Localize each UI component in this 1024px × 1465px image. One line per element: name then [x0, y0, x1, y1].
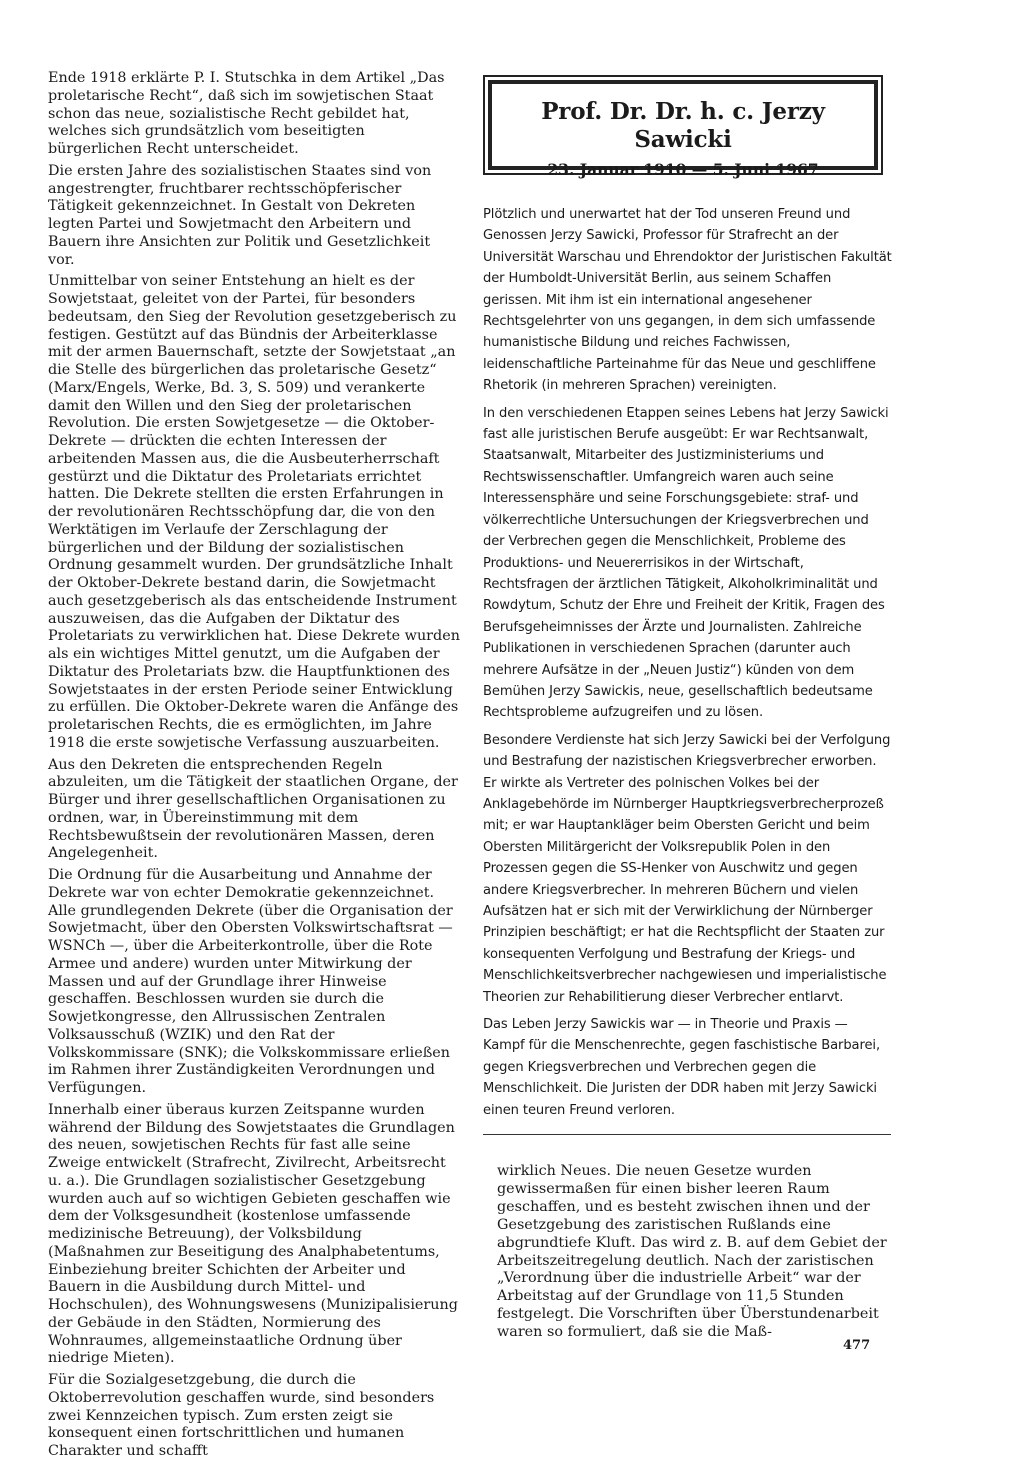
- obituary-header-frame: [488, 80, 878, 179]
- article-paragraph: Ende 1918 erklärte P. I. Stutschka in dem Artikel „Das proletarische Recht“, daß sich im sowjetischen Staat schon das neue, sozialistische Recht gebildet hat, welches sich grundsätzlich vom beseitigten bürgerlichen Recht unterscheidet.: [48, 70, 445, 157]
- obituary-title: Prof. Dr. Dr. h. c. Jerzy Sawicki: [541, 98, 825, 153]
- obituary-body: [483, 204, 893, 1127]
- obituary-paragraph: Das Leben Jerzy Sawickis war — in Theorie und Praxis — Kampf für die Menschenrechte, gegen faschistische Barbarei, gegen Kriegsverbrechen und Verbrechen gegen die Menschlichkeit. Die Juristen der DDR haben mit Jerzy Sawicki einen teuren Freund verloren.: [483, 1017, 881, 1118]
- article-left-column: [48, 70, 460, 1465]
- continuation-paragraph: wirklich Neues. Die neuen Gesetze wurden gewissermaßen für einen bisher leeren Raum geschaffen, und es besteht zwischen ihnen und der Gesetzgebung des zaristischen Rußlands eine abgrundtiefe Kluft. Das wird z. B. auf dem Gebiet der Arbeitszeitregelung deutlich. Nach der zaristischen „Verordnung über die industrielle Arbeit“ war der Arbeitstag auf der Grundlage von 11,5 Stunden festgelegt. Die Vorschriften über Überstundenarbeit waren so formuliert, daß sie die Maß-: [497, 1163, 887, 1341]
- article-paragraph: Die ersten Jahre des sozialistischen Staates sind von angestrengter, fruchtbarer rechtsschöpferischer Tätigkeit gekennzeichnet. In Gestalt von Dekreten legten Partei und Sowjetmacht den Arbeitern und Bauern ihre Ansichten zur Politik und Gesetzlichkeit vor.: [48, 162, 432, 268]
- obituary-paragraph: Besondere Verdienste hat sich Jerzy Sawicki bei der Verfolgung und Bestrafung der nazistischen Kriegsverbrecher erworben. Er wirkte als Vertreter des polnischen Volkes bei der Anklagebehörde im Nürnberger Hauptkriegsverbrecherprozeß mit; er war Hauptankläger beim Obersten Gericht und beim Obersten Militärgericht der Volksrepublik Polen in den Prozessen gegen die SS-Henker von Auschwitz und gegen andere Kriegsverbrecher. In mehreren Büchern und vielen Aufsätzen hat er sich mit der Verwirklichung der Nürnberger Prinzipien beschäftigt; er hat die Rechtspflicht der Staaten zur konsequenten Verfolgung und Bestrafung der Kriegs- und Menschlichkeitsverbrecher nachgewiesen und imperialistische Theorien zur Rehabilitierung dieser Verbrecher entlarvt.: [483, 732, 891, 1005]
- article-paragraph: Die Ordnung für die Ausarbeitung und Annahme der Dekrete war von echter Demokratie gekennzeichnet. Alle grundlegenden Dekrete (über die Organisation der Sowjetmacht, über den Obersten Volkswirtschaftsrat — WSNCh —, über die Arbeiterkontrolle, über die Rote Armee und andere) wurden unter Mitwirkung der Massen und auf der Grundlage ihrer Hinweise geschaffen. Beschlossen wurden sie durch die Sowjetkongresse, den Allrussischen Zentralen Volksausschuß (WZIK) und den Rat der Volkskommissare (SNK); die Volkskommissare erließen im Rahmen ihrer Zuständigkeiten Verordnungen und Verfügungen.: [48, 867, 453, 1096]
- obituary-paragraph: Plötzlich und unerwartet hat der Tod unseren Freund und Genossen Jerzy Sawicki, Professor für Strafrecht an der Universität Warschau und Ehrendoktor der Juristischen Fakultät der Humboldt-Universität Berlin, aus seinem Schaffen gerissen. Mit ihm ist ein international angesehener Rechtsgelehrter von uns gegangen, in dem sich umfassende humanistische Bildung und reiches Fachwissen, leidenschaftliche Parteinahme für das Neue und geschliffene Rhetorik (in mehreren Sprachen) vereinigten.: [483, 207, 892, 394]
- obituary-dates: 23. Januar 1910 — 5. Juni 1967: [547, 160, 819, 179]
- article-continuation: [497, 1163, 891, 1342]
- article-paragraph: Innerhalb einer überaus kurzen Zeitspanne wurden während der Bildung des Sowjetstaates die Grundlagen des neuen, sowjetischen Rechts für fast alle seine Zweige entwickelt (Strafrecht, Zivilrecht, Arbeitsrecht u. a.). Die Grundlagen sozialistischer Gesetzgebung wurden auch auf so wichtigen Gebieten geschaffen wie dem der Volksgesundheit (kostenlose umfassende medizinische Betreuung), der Volksbildung (Maßnahmen zur Beseitigung des Analphabetentums, Einbeziehung breiter Schichten der Arbeiter und Bauern in die Ausbildung durch Mittel- und Hochschulen), des Wohnungswesens (Munizipalisierung der Gebäude in den Städten, Normierung des Wohnraumes, allgemeinstaatliche Ordnung über niedrige Mieten).: [48, 1101, 458, 1367]
- article-paragraph: Unmittelbar von seiner Entstehung an hielt es der Sowjetstaat, geleitet von der Partei, für besonders bedeutsam, den Sieg der Revolution gesetzgeberisch zu festigen. Gestützt auf das Bündnis der Arbeiterklasse mit der armen Bauernschaft, setzte der Sowjetstaat „an die Stelle des bürgerlichen das proletarische Gesetz“ (Marx/Engels, Werke, Bd. 3, S. 509) und verankerte damit den Willen und den Sieg der proletarischen Revolution. Die ersten Sowjetgesetze — die Oktober-Dekrete — drückten die echten Interessen der arbeitenden Massen aus, die die Ausbeuterherrschaft gestürzt und die Diktatur des Proletariats errichtet hatten. Die Dekrete stellten die ersten Erfahrungen in der revolutionären Rechtsschöpfung dar, die von den Werktätigen im Verlaufe der Zerschlagung der bürgerlichen und der Bildung der sozialistischen Ordnung gesammelt wurden. Der grundsätzliche Inhalt der Oktober-Dekrete bestand darin, die Sowjetmacht auch gesetzgeberisch als das entscheidende Instrument auszuweisen, das die Aufgaben der Diktatur des Proletariats zu verwirklichen hat. Diese Dekrete wurden als ein wichtiges Mittel genutzt, um die Aufgaben der Diktatur des Proletariats bzw. die Hauptfunktionen des Sowjetstaates in der ersten Periode seiner Entwicklung zu erfüllen. Die Oktober-Dekrete waren die Anfänge des proletarischen Rechts, die es ermöglichten, im Jahre 1918 die erste sowjetische Verfassung auszuarbeiten.: [48, 273, 460, 751]
- page-number: 477: [843, 1338, 871, 1353]
- obituary-paragraph: In den verschiedenen Etappen seines Lebens hat Jerzy Sawicki fast alle juristischen Berufe ausgeübt: Er war Rechtsanwalt, Staatsanwalt, Mitarbeiter des Justizministeriums und Rechtswissenschaftler. Umfangreich waren auch seine Interessensphäre und seine Forschungsgebiete: straf- und völkerrechtliche Untersuchungen der Kriegsverbrechen und der Verbrechen gegen die Menschlichkeit, Probleme des Produktions- und Neuererrisikos in der Wirtschaft, Rechtsfragen der ärztlichen Tätigkeit, Alkoholkriminalität und Rowdytum, Schutz der Ehre und Freiheit der Kritik, Fragen des Berufsgeheimnisses der Ärzte und Journalisten. Zahlreiche Publikationen in verschiedenen Sprachen (darunter auch mehrere Aufsätze in der „Neuen Justiz“) künden von dem Bemühen Jerzy Sawickis, neue, gesellschaftlich bedeutsame Rechtsprobleme aufzugreifen und zu lösen.: [483, 405, 889, 721]
- article-paragraph: Für die Sozialgesetzgebung, die durch die Oktoberrevolution geschaffen wurde, sind besonders zwei Kennzeichen typisch. Zum ersten zeigt sie konsequent einen fortschrittlichen und humanen Charakter und schafft: [48, 1372, 435, 1459]
- article-paragraph: Aus den Dekreten die entsprechenden Regeln abzuleiten, um die Tätigkeit der staatlichen Organe, der Bürger und ihrer gesellschaftlichen Organisationen zu ordnen, war, in Übereinstimmung mit dem Rechtsbewußtsein der revolutionären Massen, deren Angelegenheit.: [48, 756, 458, 862]
- obituary-header-box: [483, 75, 883, 179]
- section-divider: [483, 1134, 891, 1135]
